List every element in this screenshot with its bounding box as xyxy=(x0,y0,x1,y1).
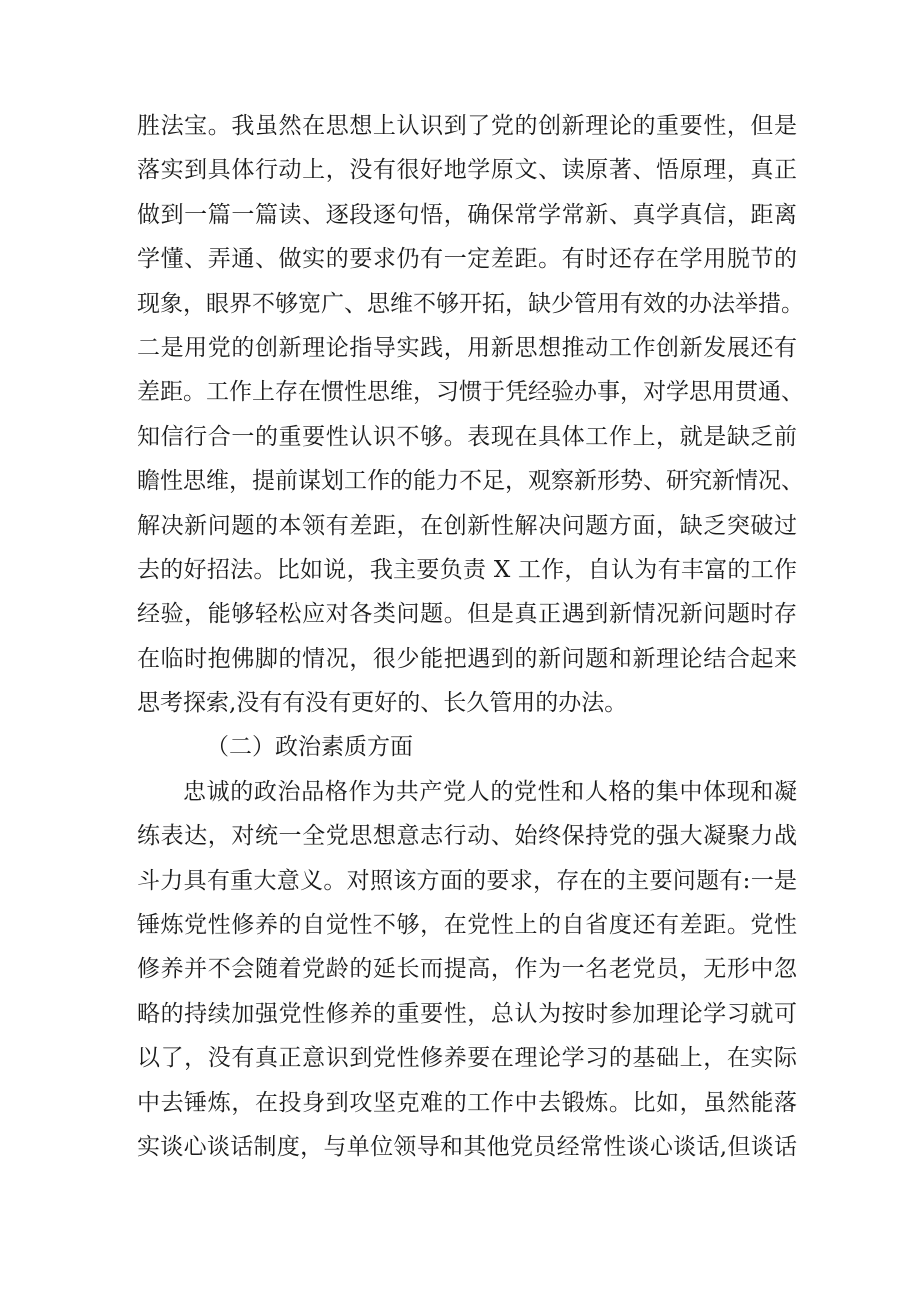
text-line: 知信行合一的重要性认识不够。表现在具体工作上，就是缺乏前 xyxy=(137,423,797,450)
text-line: 修养并不会随着党龄的延长而提高，作为一名老党员，无形中忽 xyxy=(137,956,797,983)
text-line: 解决新问题的本领有差距，在创新性解决问题方面，缺乏突破过 xyxy=(137,512,797,539)
text-line: 略的持续加强党性修养的重要性，总认为按时参加理论学习就可 xyxy=(137,1000,797,1027)
text-line: 去的好招法。比如说，我主要负责 X 工作，自认为有丰富的工作 xyxy=(137,556,797,583)
text-line: 瞻性思维，提前谋划工作的能力不足，观察新形势、研究新情况、 xyxy=(137,468,804,495)
text-line: 学懂、弄通、做实的要求仍有一定差距。有时还存在学用脱节的 xyxy=(137,246,797,273)
text-line: 现象，眼界不够宽广、思维不够开拓，缺少管用有效的办法举措。 xyxy=(137,290,804,317)
text-line: 二是用党的创新理论指导实践，用新思想推动工作创新发展还有 xyxy=(137,334,797,361)
text-line: 落实到具体行动上，没有很好地学原文、读原著、悟原理，真正 xyxy=(137,157,797,184)
text-line: 练表达，对统一全党思想意志行动、始终保持党的强大凝聚力战 xyxy=(137,823,797,850)
text-line: 做到一篇一篇读、逐段逐句悟，确保常学常新、真学真信，距离 xyxy=(137,201,797,228)
text-line: 忠诚的政治品格作为共产党人的党性和人格的集中体现和凝 xyxy=(183,778,797,805)
text-line: 以了，没有真正意识到党性修养要在理论学习的基础上，在实际 xyxy=(137,1045,797,1072)
text-line: 中去锤炼，在投身到攻坚克难的工作中去锻炼。比如，虽然能落 xyxy=(137,1089,797,1116)
text-line: 思考探索,没有有没有更好的、长久管用的办法。 xyxy=(137,690,628,717)
text-line: 锤炼党性修养的自觉性不够，在党性上的自省度还有差距。党性 xyxy=(137,912,797,939)
section-heading: （二）政治素质方面 xyxy=(206,734,413,761)
text-line: 胜法宝。我虽然在思想上认识到了党的创新理论的重要性，但是 xyxy=(137,113,797,139)
text-line: 在临时抱佛脚的情况，很少能把遇到的新问题和新理论结合起来 xyxy=(137,645,797,672)
text-line: 斗力具有重大意义。对照该方面的要求，存在的主要问题有:一是 xyxy=(137,867,797,894)
text-line: 实谈心谈话制度，与单位领导和其他党员经常性谈心谈话,但谈话 xyxy=(137,1133,797,1160)
text-line: 经验，能够轻松应对各类问题。但是真正遇到新情况新问题时存 xyxy=(137,601,797,628)
document-body xyxy=(137,104,804,1169)
text-line: 差距。工作上存在惯性思维，习惯于凭经验办事，对学思用贯通、 xyxy=(137,379,804,406)
